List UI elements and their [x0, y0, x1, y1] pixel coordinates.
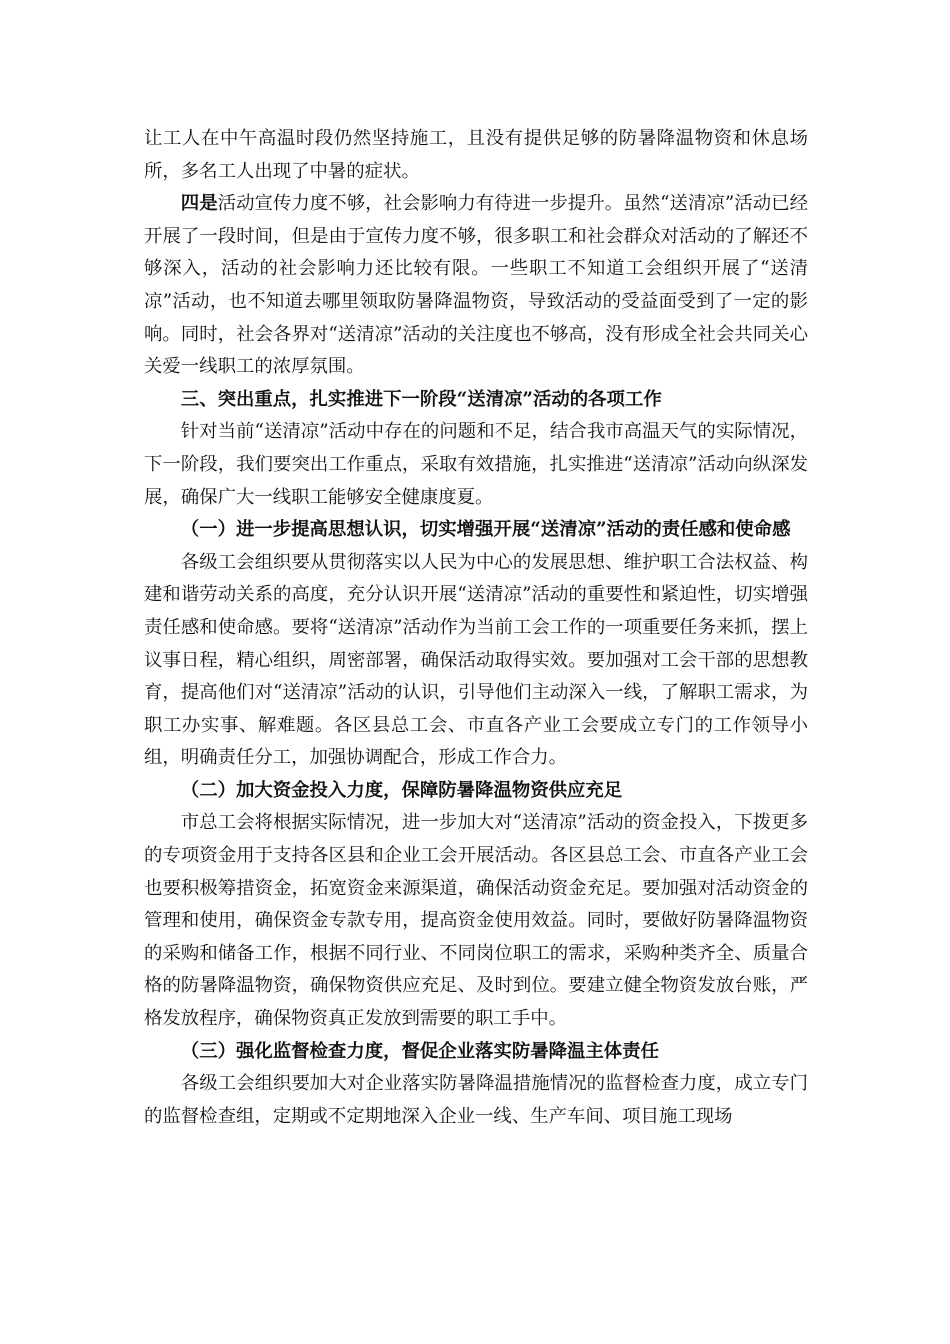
- paragraph-subsection-2: 市总工会将根据实际情况，进一步加大对“送清凉”活动的资金投入，下拨更多的专项资金用于支持各区县和企业工会开展活动。各区县总工会、市直各产业工会也要积极筹措资金，拓宽资金来源渠道，确保活动资金充足。要加强对活动资金的管理和使用，确保资金专款专用，提高资金使用效益。同时，要做好防暑降温物资的采购和储备工作，根据不同行业、不同岗位职工的需求，采购种类齐全、质量合格的防暑降温物资，确保物资供应充足、及时到位。要建立健全物资发放台账，严格发放程序，确保物资真正发放到需要的职工手中。: [144, 812, 808, 1030]
- paragraph-continuation: 让工人在中午高温时段仍然坚持施工，且没有提供足够的防暑降温物资和休息场所，多名工人出现了中暑的症状。: [144, 128, 808, 182]
- paragraph-lead: 四是: [180, 193, 218, 215]
- subsection-heading-1: （一）进一步提高思想认识，切实增强开展“送清凉”活动的责任感和使命感: [180, 519, 791, 541]
- paragraph-intro: 针对当前“送清凉”活动中存在的问题和不足，结合我市高温天气的实际情况，下一阶段，我们要突出工作重点，采取有效措施，扎实推进“送清凉”活动向纵深发展，确保广大一线职工能够安全健康度夏。: [144, 421, 808, 508]
- paragraph-body: 活动宣传力度不够，社会影响力有待进一步提升。虽然“送清凉”活动已经开展了一段时间，但是由于宣传力度不够，很多职工和社会群众对活动的了解还不够深入，活动的社会影响力还比较有限。一些职工不知道工会组织开展了“送清凉”活动，也不知道去哪里领取防暑降温物资，导致活动的受益面受到了一定的影响。同时，社会各界对“送清凉”活动的关注度也不够高，没有形成全社会共同关心关爱一线职工的浓厚氛围。: [144, 193, 808, 378]
- document-page: [144, 123, 808, 1133]
- subsection-heading-3: （三）强化监督检查力度，督促企业落实防暑降温主体责任: [180, 1040, 659, 1062]
- paragraph-subsection-3: 各级工会组织要加大对企业落实防暑降温措施情况的监督检查力度，成立专门的监督检查组，定期或不定期地深入企业一线、生产车间、项目施工现场: [144, 1073, 808, 1127]
- section-heading-3: 三、突出重点，扎实推进下一阶段“送清凉”活动的各项工作: [180, 388, 662, 410]
- subsection-heading-2: （二）加大资金投入力度，保障防暑降温物资供应充足: [180, 779, 623, 801]
- paragraph-subsection-1: 各级工会组织要从贯彻落实以人民为中心的发展思想、维护职工合法权益、构建和谐劳动关系的高度，充分认识开展“送清凉”活动的重要性和紧迫性，切实增强责任感和使命感。要将“送清凉”活动作为当前工会工作的一项重要任务来抓，摆上议事日程，精心组织，周密部署，确保活动取得实效。要加强对工会干部的思想教育，提高他们对“送清凉”活动的认识，引导他们主动深入一线，了解职工需求，为职工办实事、解难题。各区县总工会、市直各产业工会要成立专门的工作领导小组，明确责任分工，加强协调配合，形成工作合力。: [144, 551, 808, 769]
- paragraph-point-four: [144, 188, 808, 384]
